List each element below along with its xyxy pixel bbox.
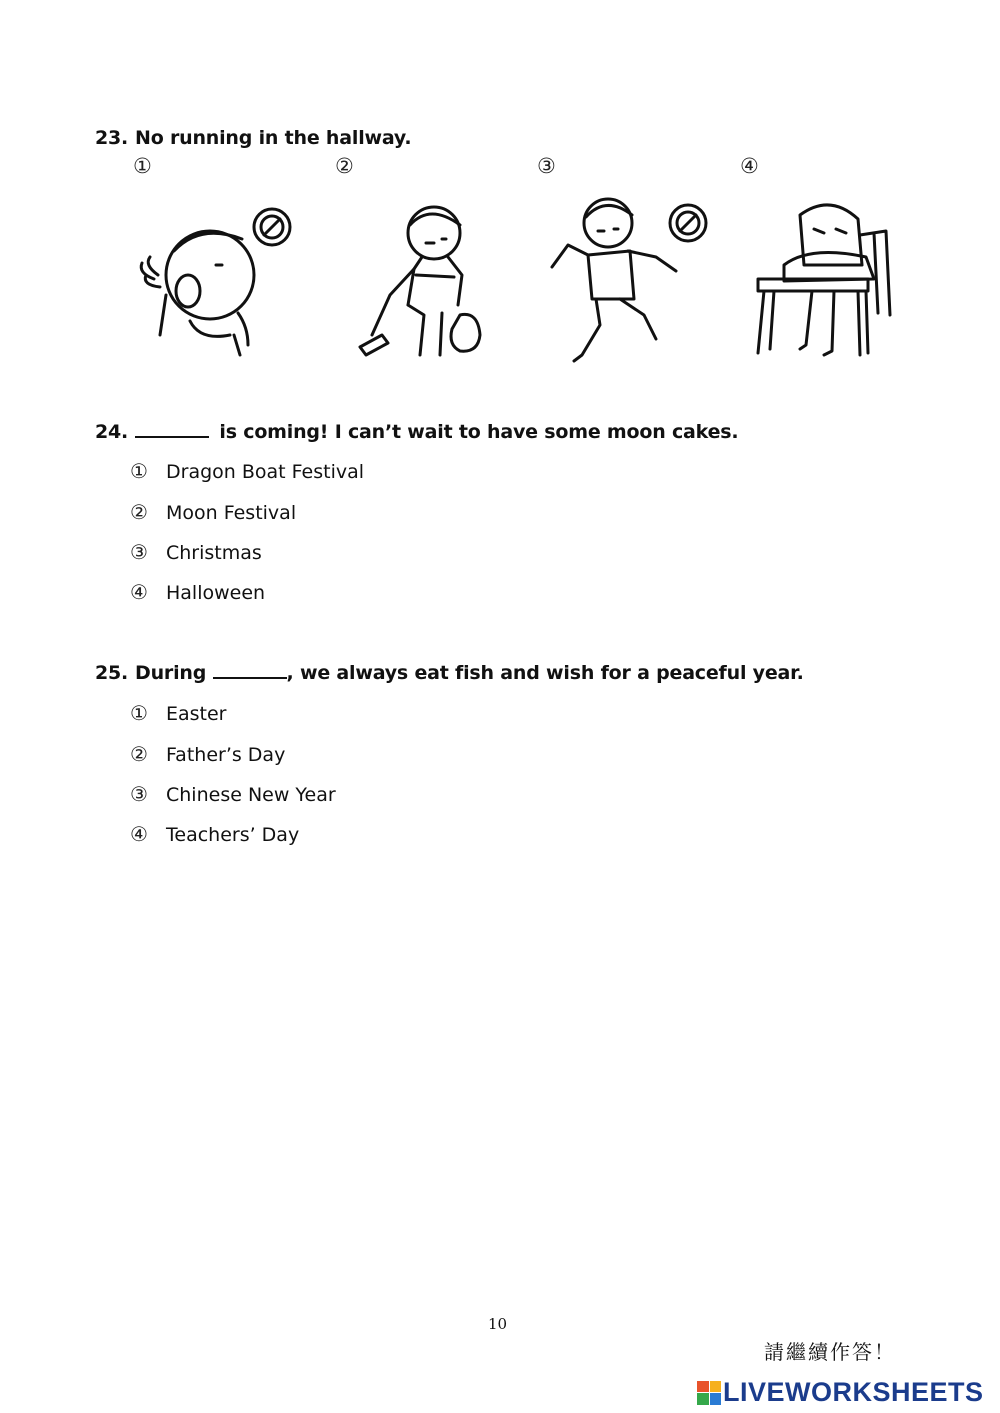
option-text: Halloween	[166, 582, 266, 604]
option-text: Teachers’ Day	[166, 824, 300, 846]
question-text: No running in the hallway.	[135, 127, 412, 149]
page-number: 10	[488, 1315, 508, 1333]
brand-name: LIVEWORKSHEETS	[723, 1377, 984, 1407]
option-mark: ④	[130, 822, 148, 846]
option-24-3[interactable]	[130, 540, 262, 564]
picture-option-1-mark[interactable]: ①	[133, 154, 152, 178]
liveworksheets-brand	[697, 1377, 984, 1408]
liveworksheets-logo-icon	[697, 1381, 721, 1405]
question-text-before: During	[135, 662, 207, 684]
girl-sleeping-at-desk-icon[interactable]	[750, 195, 900, 369]
question-text: is coming! I can’t wait to have some moon cakes.	[219, 421, 739, 443]
question-25-title	[95, 662, 804, 684]
option-text: Dragon Boat Festival	[166, 461, 365, 483]
option-25-4[interactable]	[130, 822, 299, 846]
option-24-1[interactable]	[130, 459, 364, 483]
picture-option-2-mark[interactable]: ②	[335, 154, 354, 178]
continue-instruction: 請繼續作答！	[764, 1340, 896, 1364]
answer-blank	[135, 422, 209, 438]
boy-picking-up-trash-icon[interactable]	[350, 195, 500, 369]
option-mark: ①	[130, 459, 148, 483]
answer-blank	[213, 663, 287, 679]
option-mark: ②	[130, 500, 148, 524]
boy-running-with-no-sign-icon[interactable]	[548, 195, 728, 374]
option-25-2[interactable]	[130, 742, 285, 766]
option-mark: ①	[130, 701, 148, 725]
question-text-after: , we always eat fish and wish for a peaceful year.	[286, 662, 804, 684]
option-mark: ③	[130, 782, 148, 806]
question-number: 25.	[95, 662, 129, 684]
option-mark: ②	[130, 742, 148, 766]
option-mark: ④	[130, 580, 148, 604]
question-number: 24.	[95, 421, 129, 443]
option-text: Easter	[166, 703, 227, 725]
option-25-1[interactable]	[130, 701, 227, 725]
option-text: Moon Festival	[166, 502, 297, 524]
question-number: 23.	[95, 127, 129, 149]
picture-option-3-mark[interactable]: ③	[537, 154, 556, 178]
boy-shouting-with-no-sign-icon[interactable]	[130, 195, 320, 369]
option-text: Chinese New Year	[166, 784, 336, 806]
question-24-title	[95, 421, 738, 443]
option-text: Christmas	[166, 542, 262, 564]
option-25-3[interactable]	[130, 782, 336, 806]
option-mark: ③	[130, 540, 148, 564]
option-24-2[interactable]	[130, 500, 296, 524]
option-24-4[interactable]	[130, 580, 265, 604]
picture-option-4-mark[interactable]: ④	[740, 154, 759, 178]
option-text: Father’s Day	[166, 744, 286, 766]
question-23-title	[95, 127, 411, 149]
